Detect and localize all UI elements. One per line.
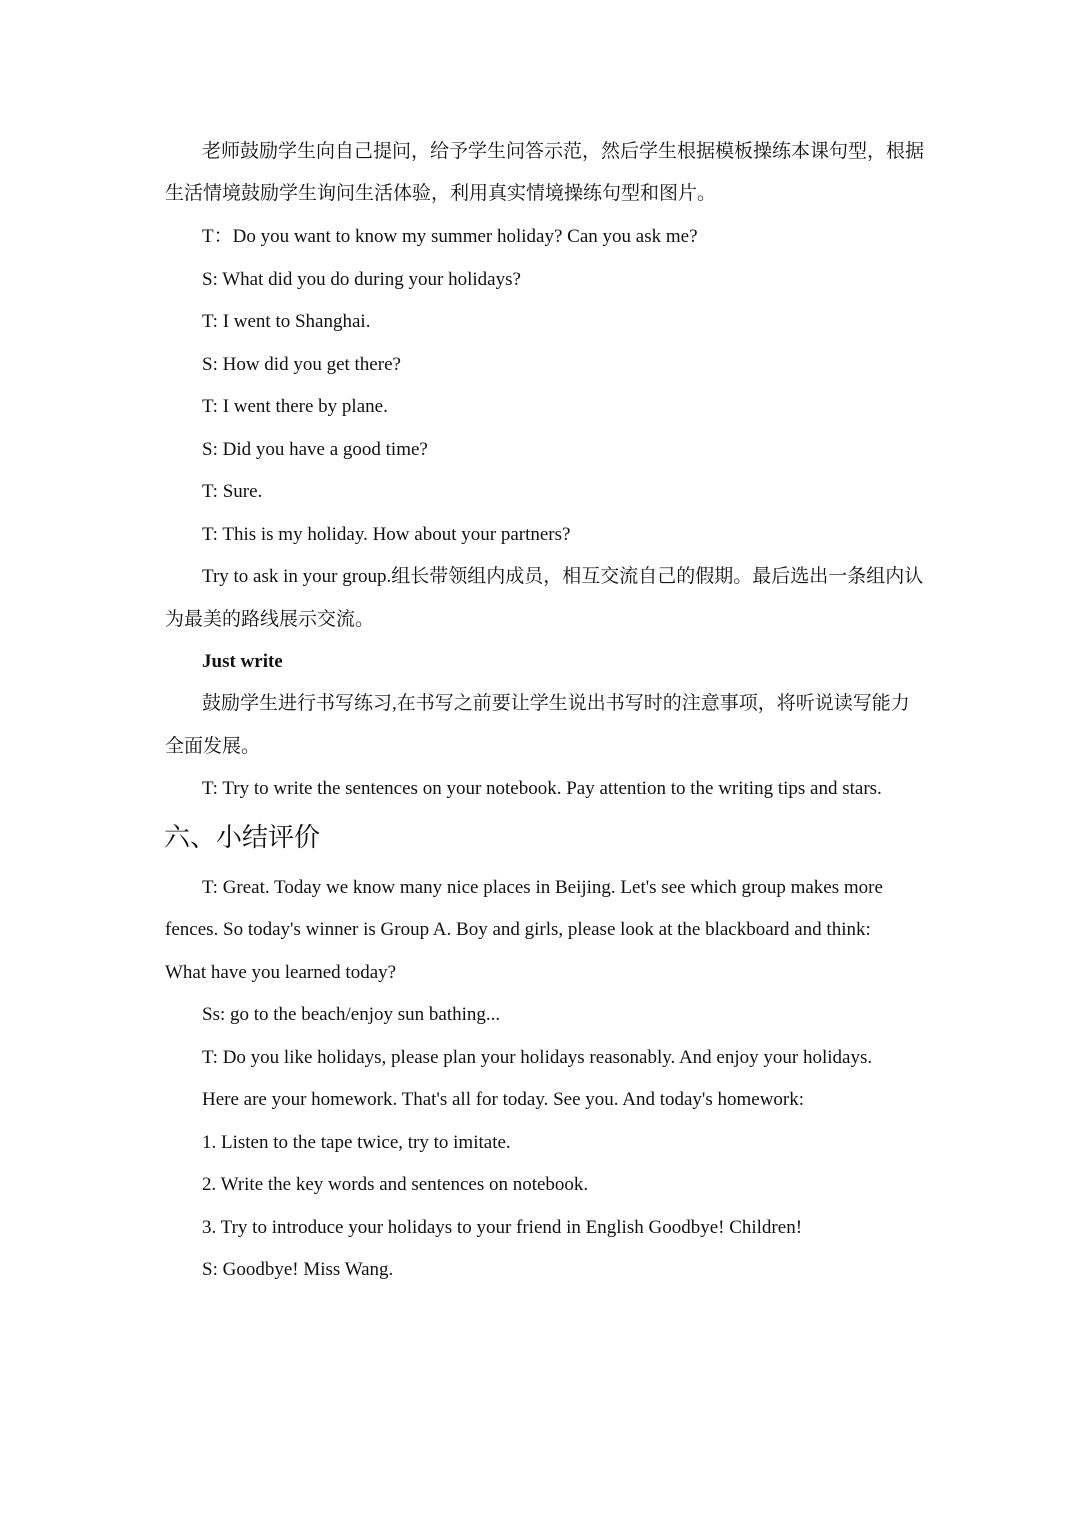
- dialogue-line: T: I went to Shanghai.: [202, 311, 371, 332]
- dialogue-line: S: Did you have a good time?: [202, 439, 428, 460]
- homework-item: 1. Listen to the tape twice, try to imitate.: [202, 1132, 511, 1153]
- paragraph-line: 鼓励学生进行书写练习,在书写之前要让学生说出书写时的注意事项，将听说读写能力: [202, 693, 910, 714]
- dialogue-line: fences. So today's winner is Group A. Boy and girls, please look at the blackboard and think:: [165, 919, 871, 940]
- dialogue-line: T: This is my holiday. How about your partners?: [202, 524, 571, 545]
- dialogue-line: T: Do you like holidays, please plan your holidays reasonably. And enjoy your holidays.: [202, 1047, 873, 1068]
- dialogue-line: T: Try to write the sentences on your notebook. Pay attention to the writing tips and stars.: [202, 778, 882, 799]
- dialogue-line: S: What did you do during your holidays?: [202, 269, 521, 290]
- paragraph-line: 全面发展。: [165, 736, 261, 757]
- dialogue-line: T: Great. Today we know many nice places in Beijing. Let's see which group makes more: [202, 877, 883, 898]
- homework-item: 3. Try to introduce your holidays to your friend in English Goodbye! Children!: [202, 1217, 803, 1238]
- dialogue-line: What have you learned today?: [165, 962, 397, 983]
- dialogue-line: S: How did you get there?: [202, 354, 401, 375]
- dialogue-line: S: Goodbye! Miss Wang.: [202, 1259, 394, 1280]
- paragraph-line: Try to ask in your group.组长带领组内成员，相互交流自己的假期。最后选出一条组内认: [202, 566, 924, 587]
- paragraph-line: 生活情境鼓励学生询问生活体验，利用真实情境操练句型和图片。: [165, 183, 717, 204]
- dialogue-line: Here are your homework. That's all for today. See you. And today's homework:: [202, 1089, 805, 1110]
- paragraph-line: 老师鼓励学生向自己提问，给予学生问答示范，然后学生根据模板操练本课句型，根据: [202, 141, 925, 162]
- dialogue-line: Ss: go to the beach/enjoy sun bathing...: [202, 1004, 501, 1025]
- dialogue-line: T：Do you want to know my summer holiday? Can you ask me?: [202, 226, 698, 247]
- subheading-just-write: Just write: [202, 651, 283, 672]
- dialogue-line: T: I went there by plane.: [202, 396, 388, 417]
- homework-item: 2. Write the key words and sentences on notebook.: [202, 1174, 589, 1195]
- paragraph-line: 为最美的路线展示交流。: [165, 609, 375, 630]
- dialogue-line: T: Sure.: [202, 481, 263, 502]
- section-heading: 六、小结评价: [164, 823, 321, 852]
